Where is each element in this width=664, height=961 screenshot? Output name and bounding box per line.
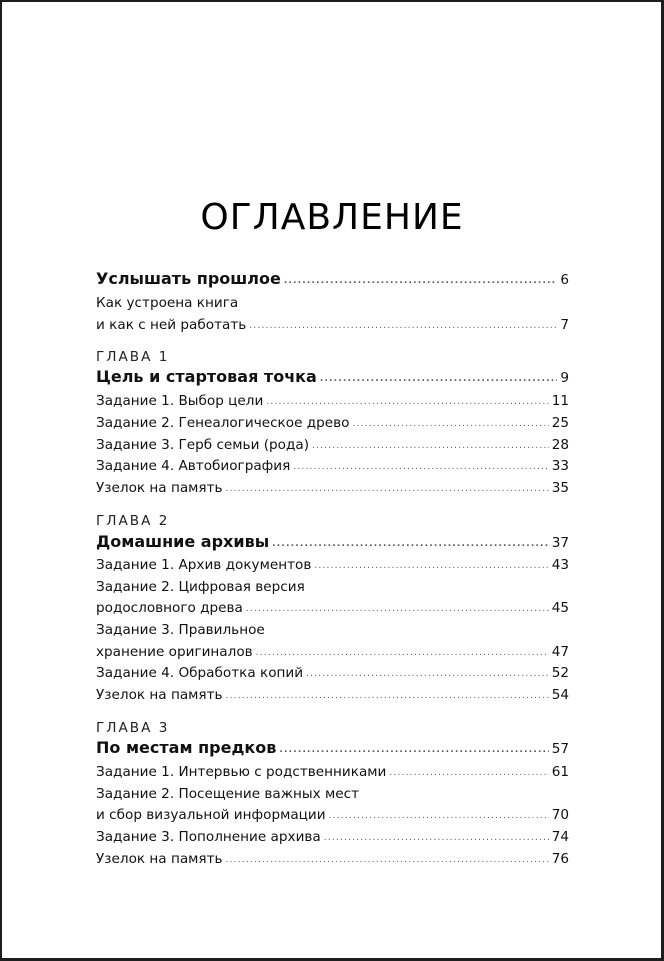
page-number: 45 [551, 600, 569, 616]
toc-item[interactable] [96, 664, 569, 684]
toc-item[interactable] [96, 316, 569, 336]
dot-leader [324, 829, 549, 847]
toc-item[interactable] [96, 414, 569, 434]
dot-leader [279, 741, 548, 759]
toc-item-label: Как устроена книга [96, 295, 239, 311]
toc-heading-label: Цель и стартовая точка [96, 367, 317, 386]
toc-item[interactable] [96, 686, 569, 706]
toc-heading-chapter-2[interactable] [96, 533, 569, 554]
toc-item-label: Задание 3. Герб семьи (рода) [96, 437, 309, 453]
toc-item-label: и сбор визуальной информации [96, 807, 326, 823]
toc-item-label: Узелок на память [96, 480, 223, 496]
toc-item[interactable] [96, 828, 569, 848]
toc-heading-chapter-3[interactable] [96, 739, 569, 760]
toc-heading-intro[interactable] [96, 270, 569, 291]
toc-heading-label: Услышать прошлое [96, 269, 281, 288]
toc-heading-label: По местам предков [96, 738, 277, 757]
toc-item-label: Узелок на память [96, 687, 223, 703]
dot-leader [329, 807, 549, 825]
toc-item-label: Задание 2. Генеалогическое древо [96, 415, 350, 431]
page-number: 6 [560, 272, 569, 288]
dot-leader [246, 600, 549, 618]
page-number: 74 [551, 829, 569, 845]
toc-item-line[interactable] [96, 294, 569, 312]
toc-item-label: Узелок на память [96, 851, 223, 867]
page-number: 9 [560, 370, 569, 386]
dot-leader [226, 851, 549, 869]
toc-item[interactable] [96, 556, 569, 576]
toc-item-label: Задание 1. Выбор цели [96, 393, 264, 409]
chapter-label: ГЛАВА 1 [96, 349, 170, 365]
page-number: 47 [551, 644, 569, 660]
dot-leader [226, 687, 549, 705]
dot-leader [353, 415, 549, 433]
page-number: 35 [551, 480, 569, 496]
toc-item[interactable] [96, 599, 569, 619]
toc-item-label: Задание 2. Посещение важных мест [96, 786, 360, 802]
page-number: 57 [551, 741, 569, 757]
toc-item[interactable] [96, 457, 569, 477]
dot-leader [226, 480, 549, 498]
chapter-label: ГЛАВА 3 [96, 720, 170, 736]
page-title: ОГЛАВЛЕНИЕ [200, 197, 464, 238]
page-number: 11 [551, 393, 569, 409]
toc-item-label: и как с ней работать [96, 317, 247, 333]
page-number: 43 [551, 557, 569, 573]
toc-item[interactable] [96, 436, 569, 456]
page-number: 28 [551, 437, 569, 453]
toc-item-label: родословного древа [96, 600, 243, 616]
toc-item[interactable] [96, 392, 569, 412]
toc-item-label: Задание 3. Правильное [96, 622, 265, 638]
toc-item[interactable] [96, 806, 569, 826]
chapter-label: ГЛАВА 2 [96, 513, 170, 529]
toc-item-line[interactable] [96, 621, 569, 639]
page-number: 25 [551, 415, 569, 431]
dot-leader [256, 644, 549, 662]
page-number: 37 [551, 535, 569, 551]
toc-heading-chapter-1[interactable] [96, 368, 569, 389]
dot-leader [293, 458, 548, 476]
toc-item[interactable] [96, 479, 569, 499]
page-number: 61 [551, 764, 569, 780]
page-number: 54 [551, 687, 569, 703]
dot-leader [272, 535, 549, 553]
dot-leader [266, 393, 548, 411]
dot-leader [284, 272, 558, 290]
toc-heading-label: Домашние архивы [96, 532, 270, 551]
page-number: 52 [551, 665, 569, 681]
toc-item-label: Задание 1. Архив документов [96, 557, 312, 573]
toc-item-label: Задание 4. Обработка копий [96, 665, 304, 681]
dot-leader [320, 370, 558, 388]
toc-item-line[interactable] [96, 578, 569, 596]
toc-item[interactable] [96, 643, 569, 663]
toc-item[interactable] [96, 763, 569, 783]
toc-item-label: Задание 1. Интервью с родственниками [96, 764, 387, 780]
page-number: 7 [560, 317, 569, 333]
dot-leader [389, 764, 548, 782]
page-number: 76 [551, 851, 569, 867]
toc-item-label: хранение оригиналов [96, 644, 253, 660]
toc-item-line[interactable] [96, 785, 569, 803]
toc-item-label: Задание 2. Цифровая версия [96, 579, 305, 595]
page-number: 70 [551, 807, 569, 823]
dot-leader [312, 437, 549, 455]
page-number: 33 [551, 458, 569, 474]
dot-leader [249, 317, 557, 335]
toc-item-label: Задание 4. Автобиография [96, 458, 291, 474]
toc-item[interactable] [96, 850, 569, 870]
toc-item-label: Задание 3. Пополнение архива [96, 829, 321, 845]
dot-leader [306, 665, 549, 683]
dot-leader [314, 557, 548, 575]
